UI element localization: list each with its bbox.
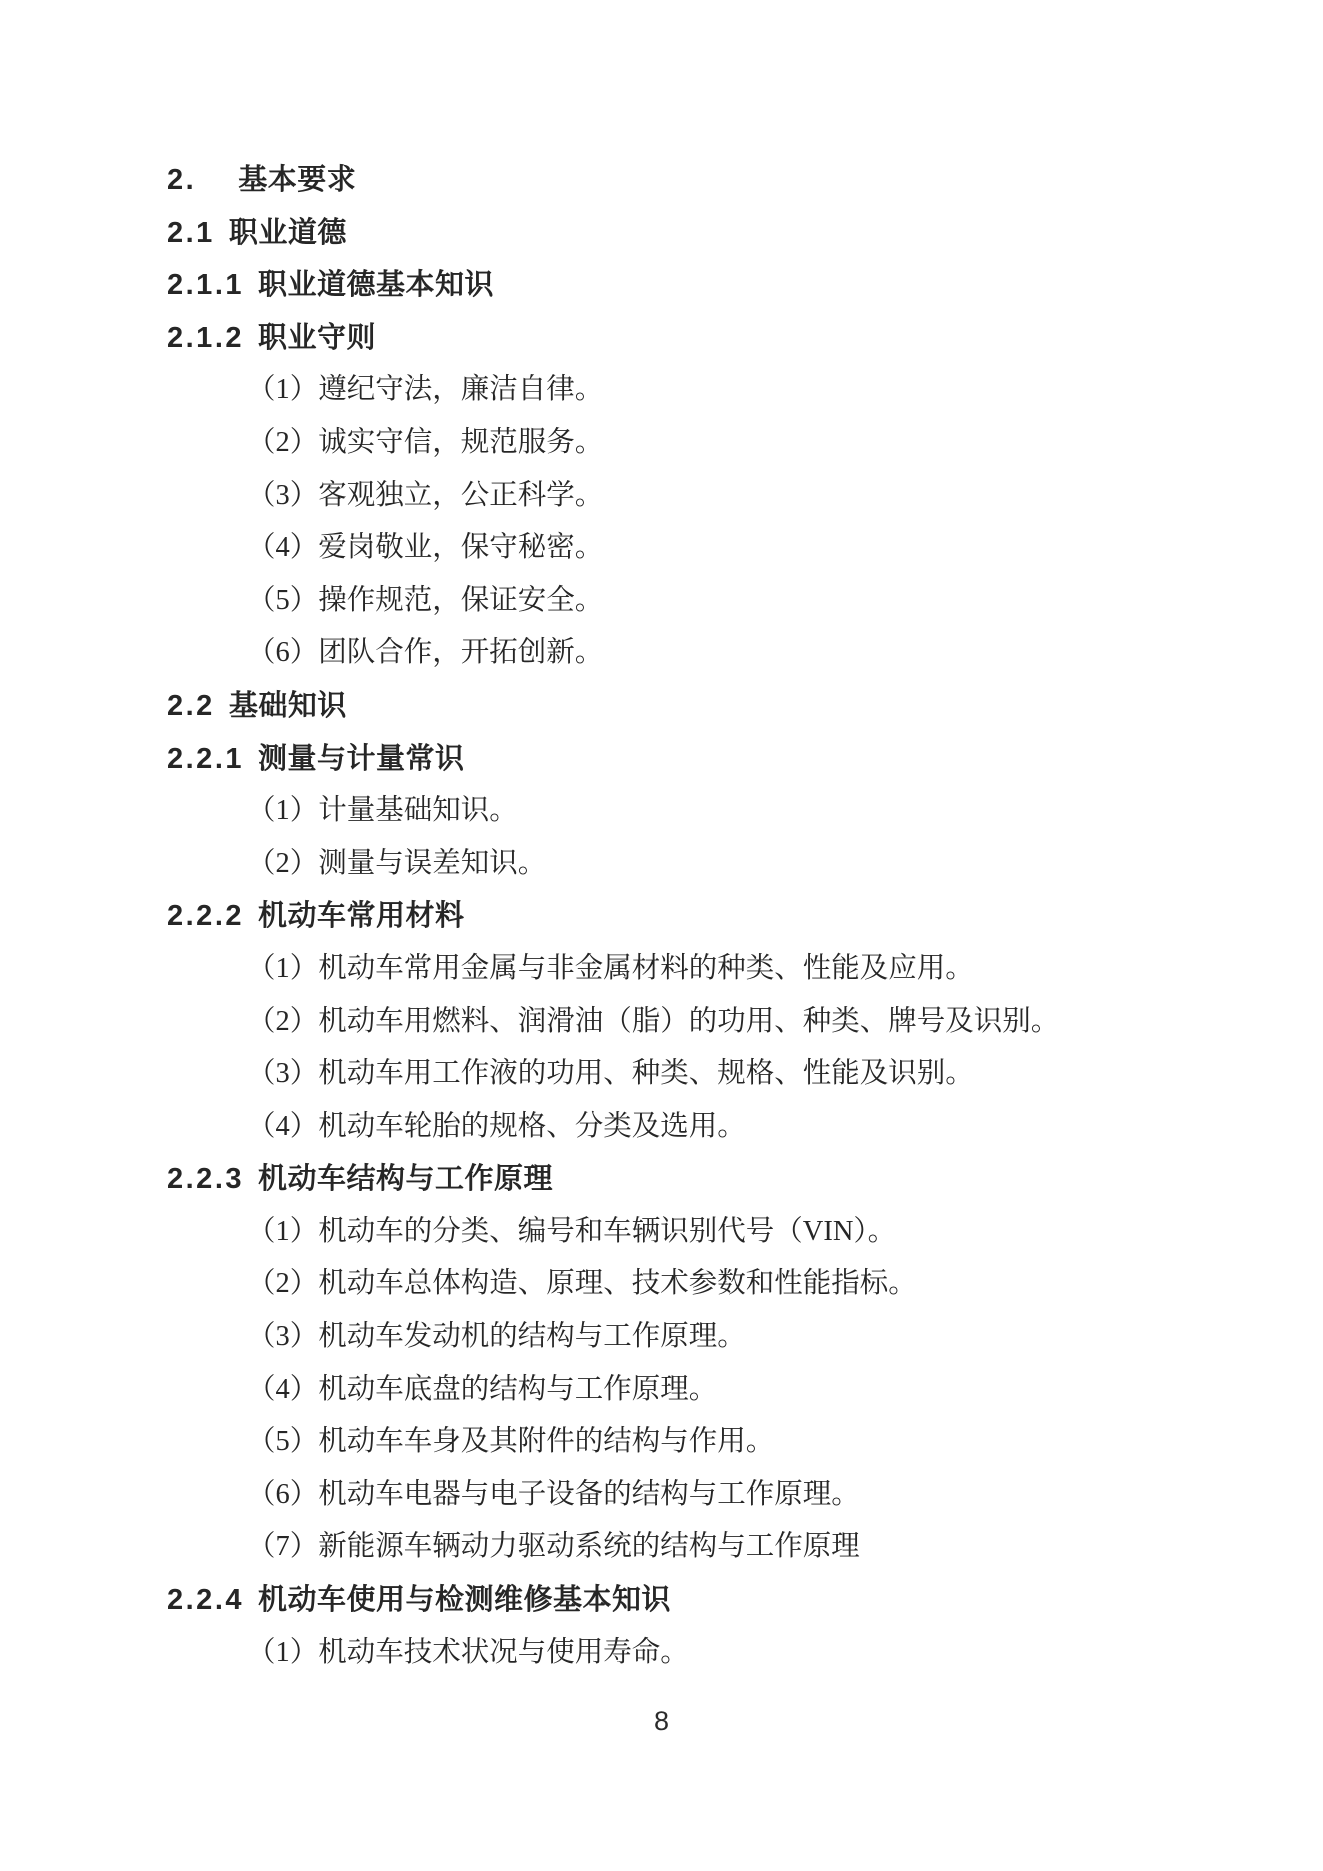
list-item: （2）测量与误差知识。: [247, 847, 547, 879]
section-heading: [0, 207, 1323, 260]
heading-title: 基础知识: [228, 689, 347, 722]
heading-number: 2.2: [167, 689, 215, 722]
section-heading: [0, 1574, 1323, 1627]
heading-title: 职业守则: [258, 321, 377, 354]
list-item: （5）机动车车身及其附件的结构与作用。: [247, 1426, 775, 1458]
list-item: （7）新能源车辆动力驱动系统的结构与工作原理: [247, 1531, 860, 1563]
list-item: （6）机动车电器与电子设备的结构与工作原理。: [247, 1478, 860, 1510]
list-item: （6）团队合作，开拓创新。: [247, 637, 604, 669]
heading-title: 职业道德基本知识: [258, 269, 495, 302]
section-heading: [0, 1153, 1323, 1206]
heading-number: 2.1: [167, 216, 215, 249]
list-item: （1）遵纪守法，廉洁自律。: [247, 374, 604, 406]
list-item: （3）机动车用工作液的功用、种类、规格、性能及识别。: [247, 1058, 974, 1090]
heading-title: 基本要求: [238, 164, 357, 196]
section-heading: [0, 890, 1323, 943]
heading-number: 2.1.2: [167, 321, 244, 354]
section-heading: [0, 680, 1323, 733]
section-heading: [0, 733, 1323, 786]
heading-number: 2.2.2: [167, 900, 244, 933]
list-item: （1）机动车的分类、编号和车辆识别代号（VIN）。: [247, 1215, 897, 1247]
list-item: （4）爱岗敬业，保守秘密。: [247, 532, 604, 564]
list-item: （1）机动车常用金属与非金属材料的种类、性能及应用。: [247, 952, 974, 984]
list-item: （5）操作规范，保证安全。: [247, 584, 604, 616]
section-heading: [0, 312, 1323, 365]
section-heading: [0, 259, 1323, 312]
list-item: （4）机动车轮胎的规格、分类及选用。: [247, 1110, 746, 1142]
heading-title: 测量与计量常识: [258, 742, 465, 775]
heading-title: 机动车常用材料: [258, 900, 465, 933]
list-item: （3）客观独立，公正科学。: [247, 479, 604, 511]
list-item: （1）机动车技术状况与使用寿命。: [247, 1636, 689, 1668]
list-item: （4）机动车底盘的结构与工作原理。: [247, 1373, 718, 1405]
heading-title: 职业道德: [228, 216, 347, 249]
document-content: [0, 154, 1323, 1679]
page-number: 8: [653, 1706, 670, 1736]
heading-number: 2.: [167, 164, 197, 196]
list-item: （1）计量基础知识。: [247, 795, 518, 827]
list-item: （2）机动车用燃料、润滑油（脂）的功用、种类、牌号及识别。: [247, 1005, 1060, 1037]
list-item: （3）机动车发动机的结构与工作原理。: [247, 1321, 746, 1353]
heading-number: 2.1.1: [167, 269, 244, 302]
heading-title: 机动车使用与检测维修基本知识: [258, 1584, 672, 1617]
heading-number: 2.2.1: [167, 742, 244, 775]
heading-number: 2.2.4: [167, 1584, 244, 1617]
list-item: （2）机动车总体构造、原理、技术参数和性能指标。: [247, 1268, 917, 1300]
list-item: （2）诚实守信，规范服务。: [247, 426, 604, 458]
heading-number: 2.2.3: [167, 1163, 244, 1196]
heading-title: 机动车结构与工作原理: [258, 1163, 554, 1196]
section-heading: [0, 154, 1323, 207]
